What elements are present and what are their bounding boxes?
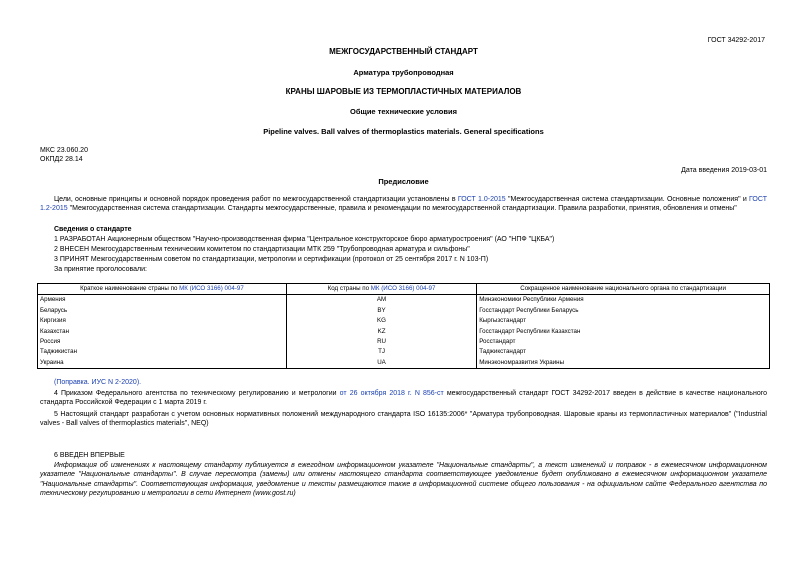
standard-info bbox=[40, 225, 767, 275]
country-cell: Россия bbox=[38, 337, 287, 347]
table-row bbox=[38, 358, 770, 369]
preface-text-part: "Межгосударственная система стандартизации. Основные положения" и bbox=[505, 196, 750, 203]
order-856-link[interactable]: от 26 октября 2018 г. N 856-ст bbox=[339, 390, 444, 397]
code-cell: TJ bbox=[286, 347, 476, 357]
code-cell: KG bbox=[286, 316, 476, 326]
preface-text-part: Цели, основные принципы и основной порядок проведения работ по межгосударственной стандартизации установлены в bbox=[54, 196, 458, 203]
document-title-sub: Общие технические условия bbox=[350, 107, 457, 116]
info-notice-text: Информация об изменениях к настоящему стандарту публикуется в ежегодном информационном указателе "Национальные стандарты", а текст изменений и поправок - в ежемесячном информационном указателе "Национальные стандарты". В случае пересмотра (замены) или отмены настоящего стандарта соответствующее уведомление будет опубликовано в ежемесячном информационном указателе "Национальные стандарты". Соответствующая информация, уведомление и тексты размещаются также в информационной системе общего пользования - на официальном сайте Федерального агентства по техническому регулированию и метрологии в сети Интернет (www.gost.ru) bbox=[40, 462, 767, 498]
body-cell: Госстандарт Республики Казахстан bbox=[477, 327, 770, 337]
gost-1-0-link[interactable]: ГОСТ 1.0-2015 bbox=[457, 196, 506, 203]
table-row bbox=[38, 337, 770, 347]
item-6 bbox=[40, 451, 767, 461]
document-title-english: Pipeline valves. Ball valves of thermoplastics materials. General specifications bbox=[263, 127, 544, 136]
country-cell: Беларусь bbox=[38, 306, 287, 316]
item-4-part: межгосударственный стандарт ГОСТ 34292-2017 введен в действие в качестве национального стандарта Российской Федерации с 1 марта 2019 г. bbox=[40, 390, 767, 407]
country-cell: Киргизия bbox=[38, 316, 287, 326]
okpd-code: ОКПД2 28.14 bbox=[40, 156, 83, 163]
body-cell: Росстандарт bbox=[477, 337, 770, 347]
preface-text bbox=[40, 195, 767, 214]
table-row bbox=[38, 316, 770, 326]
column-header-body bbox=[477, 284, 770, 295]
code-cell: AM bbox=[286, 295, 476, 306]
item-4-part: 4 Приказом Федерального агентства по техническому регулированию и метрологии bbox=[54, 390, 340, 397]
code-cell: UA bbox=[286, 358, 476, 369]
amendment-note bbox=[40, 378, 767, 388]
code-cell: KZ bbox=[286, 327, 476, 337]
classification-codes bbox=[40, 146, 88, 164]
body-cell: Таджикстандарт bbox=[477, 347, 770, 357]
header-text: Код страны по bbox=[327, 285, 371, 293]
info-notice bbox=[40, 461, 767, 499]
mks-code: МКС 23.060.20 bbox=[40, 147, 88, 154]
table-row bbox=[38, 347, 770, 357]
gost-1-2-link[interactable]: ГОСТ 1.2-2015 bbox=[40, 196, 767, 213]
preface-paragraph bbox=[40, 195, 767, 214]
header-text: Краткое наименование страны по bbox=[80, 285, 180, 293]
document-subtitle: Арматура трубопроводная bbox=[353, 68, 454, 77]
info-item-2: 2 ВНЕСЕН Межгосударственным техническим комитетом по стандартизации МТК 259 "Трубопроводная арматура и сильфоны" bbox=[54, 246, 470, 253]
body-cell: Госстандарт Республики Беларусь bbox=[477, 306, 770, 316]
info-item-1: 1 РАЗРАБОТАН Акционерным обществом "Научно-производственная фирма "Центральное конструкторское бюро арматуростроения" (АО "НПФ "ЦКБА") bbox=[54, 236, 555, 243]
country-cell: Армения bbox=[38, 295, 287, 306]
gost-number: ГОСТ 34292-2017 bbox=[707, 37, 765, 44]
table-header-row bbox=[38, 284, 770, 295]
standard-info-heading: Сведения о стандарте bbox=[54, 226, 132, 233]
voted-label: За принятие проголосовали: bbox=[54, 266, 147, 273]
voting-countries-table bbox=[37, 283, 770, 369]
table-row bbox=[38, 327, 770, 337]
table-row bbox=[38, 306, 770, 316]
item-4 bbox=[40, 389, 767, 408]
code-cell: BY bbox=[286, 306, 476, 316]
country-cell: Казахстан bbox=[38, 327, 287, 337]
document-main-title: КРАНЫ ШАРОВЫЕ ИЗ ТЕРМОПЛАСТИЧНЫХ МАТЕРИАЛОВ bbox=[285, 87, 522, 96]
mk-iso-3166-link[interactable]: МК (ИСО 3166) 004-97 bbox=[179, 285, 244, 293]
column-header-code bbox=[286, 284, 476, 295]
introduction-date: Дата введения 2019-03-01 bbox=[681, 167, 767, 174]
column-header-country bbox=[38, 284, 287, 295]
amendment-link[interactable]: (Поправка. ИУС N 2-2020). bbox=[54, 379, 142, 386]
item-4-text bbox=[40, 389, 767, 408]
info-item-3: 3 ПРИНЯТ Межгосударственным советом по стандартизации, метрологии и сертификации (протокол от 25 сентября 2017 г. N 103-П) bbox=[54, 256, 489, 263]
country-cell: Таджикистан bbox=[38, 347, 287, 357]
interstate-standard-title: МЕЖГОСУДАРСТВЕННЫЙ СТАНДАРТ bbox=[329, 47, 478, 56]
header-text: Сокращенное наименование национального органа по стандартизации bbox=[520, 285, 726, 293]
item-5-text: 5 Настоящий стандарт разработан с учетом основных нормативных положений международного стандарта ISO 16135:2006* "Арматура трубопроводная. Шаровые краны из термопластичных материалов" ("Industrial valves - Ball valves of thermoplastics materials", NEQ) bbox=[40, 411, 767, 428]
code-cell: RU bbox=[286, 337, 476, 347]
mk-iso-3166-link[interactable]: МК (ИСО 3166) 004-97 bbox=[370, 285, 436, 293]
table-row bbox=[38, 295, 770, 306]
item-5 bbox=[40, 410, 767, 429]
body-cell: Кыргызстандарт bbox=[477, 316, 770, 326]
country-cell: Украина bbox=[38, 358, 287, 369]
preface-heading: Предисловие bbox=[378, 177, 429, 186]
body-cell: Минэкономразвития Украины bbox=[477, 358, 770, 369]
preface-text-part: "Межгосударственная система стандартизации. Стандарты межгосударственные, правила и рекомендации по межгосударственной стандартизации. Правила разработки, принятия, обновления и отмены" bbox=[67, 205, 737, 213]
item-6-text: 6 ВВЕДЕН ВПЕРВЫЕ bbox=[54, 452, 125, 459]
body-cell: Минэкономики Республики Армения bbox=[477, 295, 770, 306]
